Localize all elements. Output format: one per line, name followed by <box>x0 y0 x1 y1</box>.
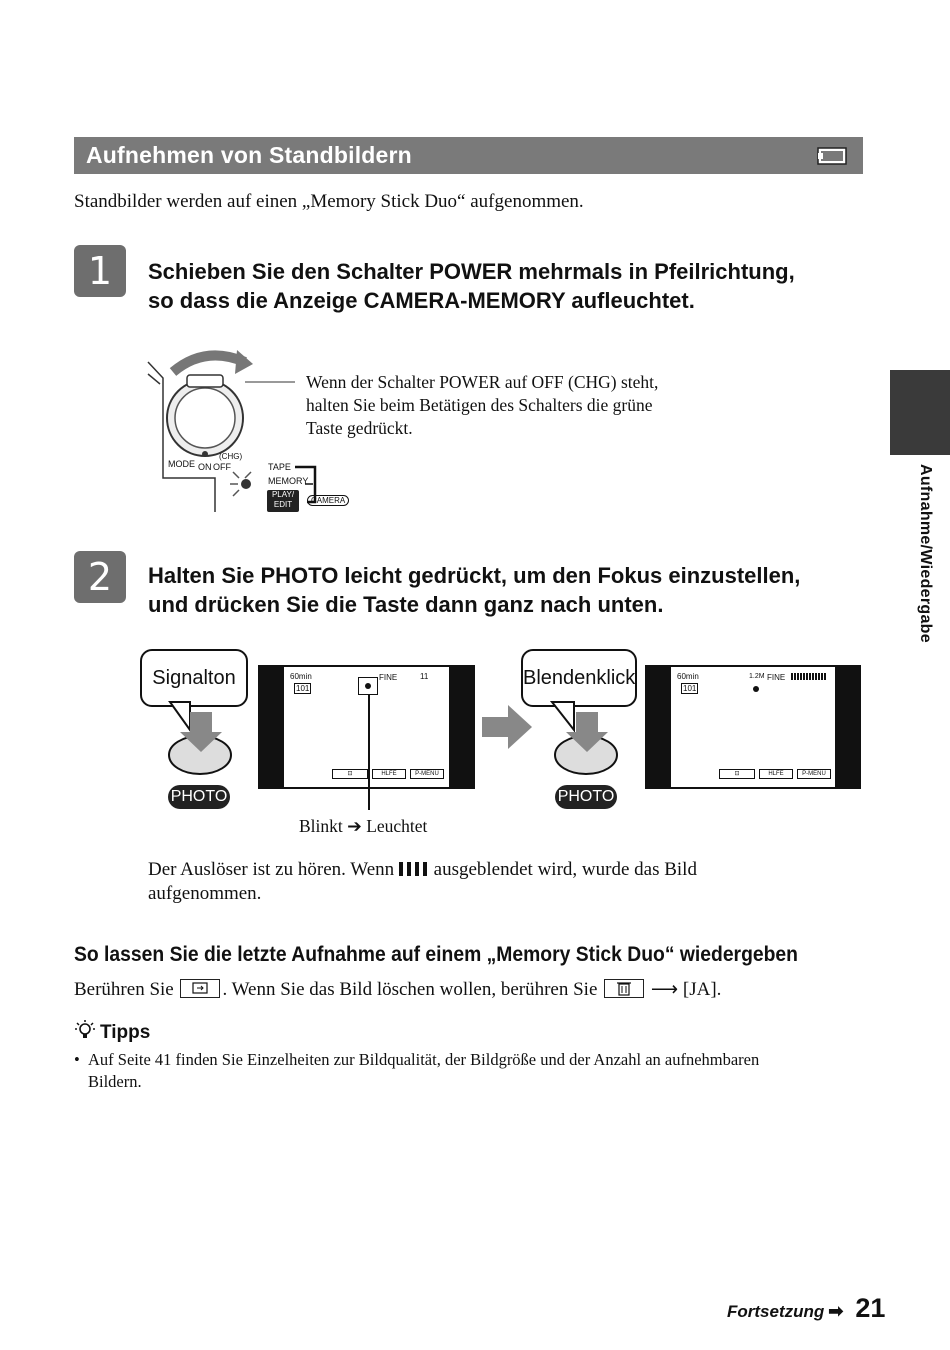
battery-indicator-left: 60min <box>290 672 312 681</box>
playback-text-a: Berühren Sie <box>74 979 174 1000</box>
dial-on-label: ON <box>198 462 212 472</box>
big-arrow-right-icon <box>482 705 532 749</box>
help-button-right[interactable]: HLFE <box>759 769 793 779</box>
folder-indicator-left: 101 <box>296 684 310 693</box>
quality-indicator-right: FINE <box>767 673 786 682</box>
tips-item <box>74 1049 864 1093</box>
dial-off-label: OFF <box>213 462 231 472</box>
intro-text: Standbilder werden auf einen „Memory Stick Duo“ aufgenommen. <box>74 191 584 212</box>
blink-caption-a: Blinkt <box>299 816 343 836</box>
step2-heading-line2: und drücken Sie die Taste dann ganz nach unten. <box>148 592 664 617</box>
bullet-icon: • <box>74 1050 80 1069</box>
playback-text-c: [JA]. <box>682 979 722 1000</box>
tips-header <box>74 1019 150 1046</box>
image-count-left: 11 <box>420 672 429 681</box>
continuation-label: Fortsetzung <box>727 1302 825 1321</box>
step-number-1: 1 <box>74 245 126 297</box>
focus-pointer-line <box>368 694 370 810</box>
page-number: 21 <box>855 1293 886 1323</box>
photo-label-right: PHOTO <box>555 785 617 809</box>
step1-note-line1: Wenn der Schalter POWER auf OFF (CHG) steht, <box>306 372 659 392</box>
step-number-2: 2 <box>74 551 126 603</box>
dial-mode-label: MODE <box>168 459 195 469</box>
focus-frame <box>358 677 378 695</box>
step1-heading-line2: so dass die Anzeige CAMERA-MEMORY aufleuchtet. <box>148 288 695 313</box>
dial-tape-label: TAPE <box>268 462 291 472</box>
continuation-arrow-icon: ➡ <box>828 1301 844 1321</box>
callout-signal-tone: Signalton <box>140 649 248 707</box>
dial-camera-label: CAMERA <box>307 495 349 506</box>
step1-note <box>306 371 658 440</box>
step1-note-line3: Taste gedrückt. <box>306 418 413 438</box>
tips-item-line2: Bildern. <box>88 1072 142 1091</box>
help-button-left[interactable]: HLFE <box>372 769 406 779</box>
dial-chg-label: (CHG) <box>219 452 243 461</box>
section-title: Aufnehmen von Standbildern <box>86 142 412 168</box>
folder-indicator-right: 101 <box>683 684 697 693</box>
arrow-long-right-icon: ⟶ <box>650 979 679 1000</box>
chapter-label: Aufnahme/Wiedergabe <box>917 464 934 643</box>
photo-label-left: PHOTO <box>168 785 230 809</box>
playback-heading: So lassen Sie die letzte Aufnahme auf einem „Memory Stick Duo“ wiedergeben <box>74 943 798 966</box>
review-button-icon[interactable] <box>180 979 220 998</box>
recording-bars-icon <box>399 862 429 876</box>
footer <box>727 1293 885 1324</box>
battery-indicator-right: 60min <box>677 672 699 681</box>
pmenu-button-right[interactable]: P-MENU <box>797 769 831 779</box>
dial-play-edit-label <box>267 490 299 512</box>
playback-text <box>74 978 874 1002</box>
photo-button-right <box>546 700 626 780</box>
trash-icon[interactable] <box>604 979 644 998</box>
review-icon-button-left[interactable]: ⊡ <box>332 769 368 779</box>
photo-button-left <box>160 700 240 780</box>
image-size-right: 1.2M <box>749 673 765 680</box>
step1-note-line2: halten Sie beim Betätigen des Schalters die grüne <box>306 395 653 415</box>
section-header <box>74 137 863 174</box>
focus-dot-icon <box>753 686 759 692</box>
tips-item-line1: Auf Seite 41 finden Sie Einzelheiten zur Bildqualität, der Bildgröße und der Anzahl an aufnehmbaren <box>88 1050 760 1069</box>
quality-indicator-left: FINE <box>379 673 398 682</box>
lcd-screen-left <box>258 665 475 789</box>
playback-text-b: . Wenn Sie das Bild löschen wollen, berühren Sie <box>222 979 598 1000</box>
step2-result-b: ausgeblendet wird, wurde das Bild <box>433 859 697 880</box>
callout-shutter-click: Blendenklick <box>521 649 637 707</box>
tips-title: Tipps <box>100 1022 151 1043</box>
lcd-screen-right <box>645 665 861 789</box>
arrow-right-icon: ➔ <box>347 816 362 836</box>
chapter-tab <box>890 370 950 455</box>
lightbulb-icon <box>74 1019 96 1046</box>
review-icon-button-right[interactable]: ⊡ <box>719 769 755 779</box>
step2-result <box>148 858 848 906</box>
step2-result-c: aufgenommen. <box>148 883 262 904</box>
blink-caption <box>299 814 427 838</box>
step2-heading-line1: Halten Sie PHOTO leicht gedrückt, um den Fokus einzustellen, <box>148 563 801 588</box>
step1-heading-line1: Schieben Sie den Schalter POWER mehrmals in Pfeilrichtung, <box>148 259 795 284</box>
dial-memory-label: MEMORY <box>268 476 309 486</box>
pmenu-button-left[interactable]: P-MENU <box>410 769 444 779</box>
dial-play-text: PLAY/ <box>271 490 295 499</box>
dial-edit-text: EDIT <box>273 500 293 509</box>
recording-bar-icon <box>791 673 827 680</box>
memory-stick-icon <box>817 146 847 171</box>
blink-caption-b: Leuchtet <box>366 816 428 836</box>
step2-result-a: Der Auslöser ist zu hören. Wenn <box>148 859 395 880</box>
